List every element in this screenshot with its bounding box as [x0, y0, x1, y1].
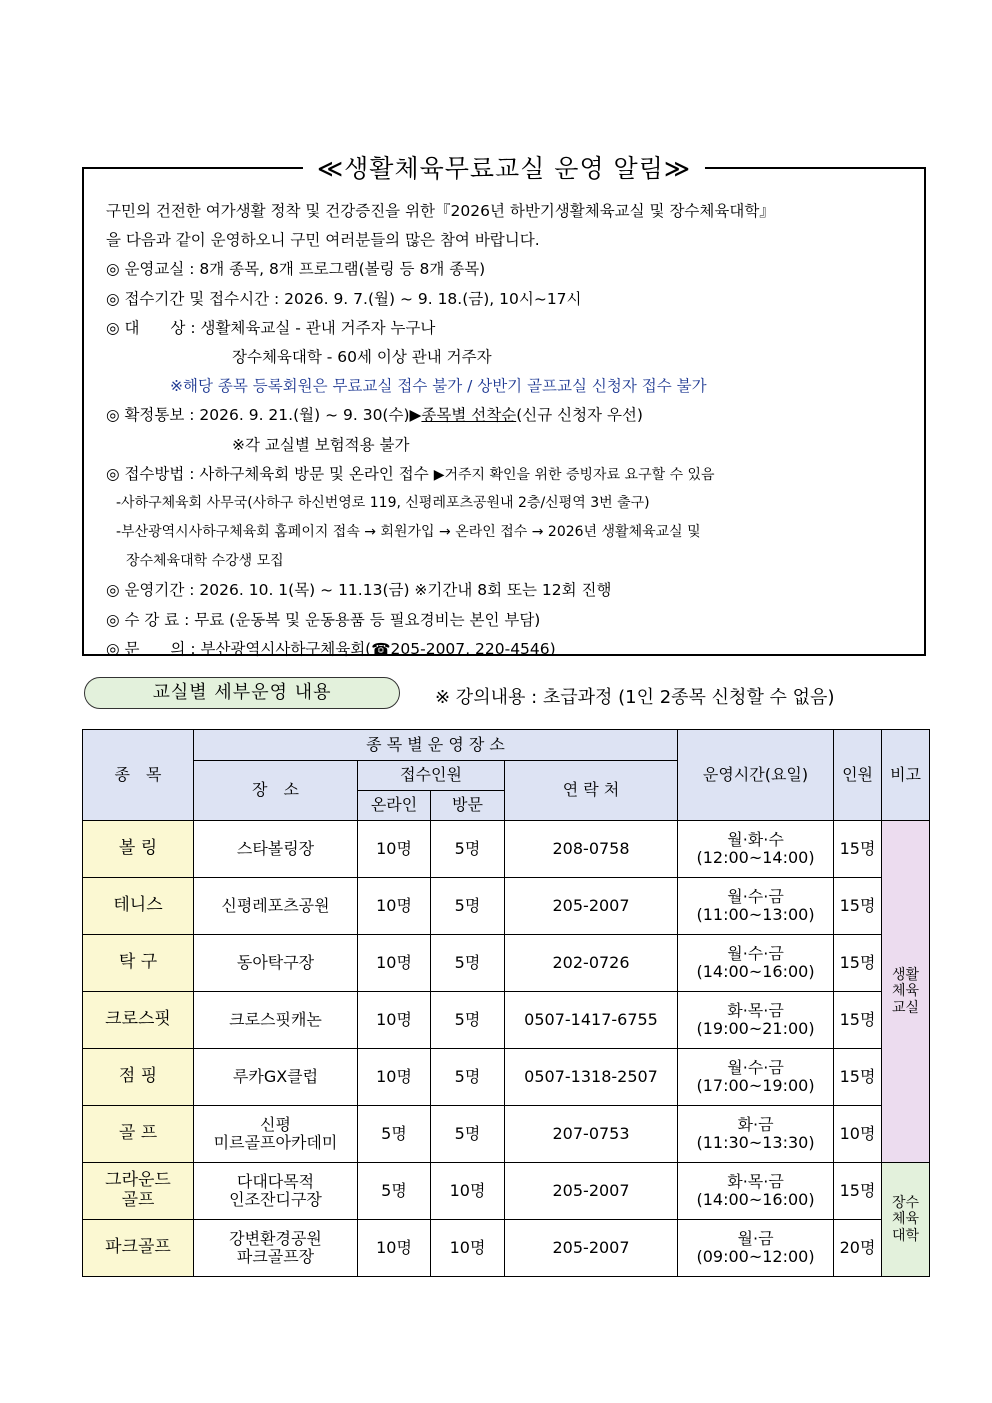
- sport-cell: 볼 링: [83, 821, 194, 878]
- header-people: 인원: [834, 730, 882, 821]
- table-row: [83, 1163, 930, 1220]
- period-line: ◎ 운영기간 : 2026. 10. 1(목) ~ 11.13(금) ※기간내 8회 또는 12회 진행: [106, 581, 612, 600]
- people-cell: 15명: [834, 1049, 882, 1106]
- days: 화·금: [737, 1114, 774, 1134]
- phone-cell: 202-0726: [505, 935, 678, 992]
- method-line: [106, 460, 914, 489]
- phone-cell: 205-2007: [505, 1220, 678, 1277]
- online-cell: 10명: [358, 1220, 431, 1277]
- visit-cell: 5명: [431, 992, 505, 1049]
- place-line: 미르골프아카데미: [213, 1133, 338, 1152]
- schedule-cell: [678, 1220, 834, 1277]
- notice-box: [82, 154, 926, 658]
- phone-cell: 208-0758: [505, 821, 678, 878]
- people-cell: 15명: [834, 992, 882, 1049]
- note-text: 체육: [892, 983, 920, 1000]
- place-cell: 동아탁구장: [194, 935, 358, 992]
- sport-cell: 골 프: [83, 1106, 194, 1163]
- schedule-table: [82, 729, 930, 1277]
- online-cell: 10명: [358, 1049, 431, 1106]
- section-label: 교실별 세부운영 내용: [84, 677, 400, 709]
- table-row: [83, 1106, 930, 1163]
- visit-cell: 5명: [431, 935, 505, 992]
- note-cell-senior-college: [882, 1163, 930, 1277]
- note-text: 대학: [892, 1227, 920, 1244]
- online-cell: 10명: [358, 878, 431, 935]
- header-place: 장 소: [194, 761, 358, 821]
- time: (12:00~14:00): [696, 848, 815, 867]
- header-capacity: 접수인원: [358, 761, 505, 791]
- time: (14:00~16:00): [696, 1190, 815, 1209]
- place-line: 신평: [260, 1114, 291, 1134]
- notice-body: [106, 197, 914, 664]
- visit-cell: 5명: [431, 878, 505, 935]
- place-cell: [194, 1106, 358, 1163]
- section-note: ※ 강의내용 : 초급과정 (1인 2종목 신청할 수 없음): [435, 687, 835, 708]
- online-cell: 10명: [358, 935, 431, 992]
- days: 화·목·금: [727, 1171, 784, 1191]
- days: 월·수·금: [727, 943, 784, 963]
- people-cell: 15명: [834, 1163, 882, 1220]
- place-line: 인조잔디구장: [229, 1190, 322, 1209]
- visit-cell: 10명: [431, 1163, 505, 1220]
- place-line: 강변환경공원: [229, 1228, 322, 1248]
- table-row: [83, 821, 930, 878]
- method-main: ◎ 접수방법 : 사하구체육회 방문 및 온라인 접수: [106, 464, 434, 483]
- days: 월·금: [737, 1228, 774, 1248]
- page-title: ≪생활체육무료교실 운영 알림≫: [303, 149, 705, 185]
- time: (17:00~19:00): [696, 1076, 815, 1095]
- sport-cell: [83, 1163, 194, 1220]
- place-cell: [194, 1163, 358, 1220]
- people-cell: 15명: [834, 935, 882, 992]
- visit-cell: 10명: [431, 1220, 505, 1277]
- place-cell: 크로스핏캐논: [194, 992, 358, 1049]
- method-line-3: 장수체육대학 수강생 모집: [126, 553, 284, 570]
- table-row: [83, 1220, 930, 1277]
- place-line: 파크골프장: [236, 1247, 315, 1266]
- schedule-cell: [678, 992, 834, 1049]
- schedule-cell: [678, 935, 834, 992]
- sport-cell: 크로스핏: [83, 992, 194, 1049]
- schedule-cell: [678, 1049, 834, 1106]
- place-cell: 스타볼링장: [194, 821, 358, 878]
- place-cell: 루카GX클럽: [194, 1049, 358, 1106]
- table-row: [83, 878, 930, 935]
- note-text: 교실: [892, 999, 920, 1016]
- header-online: 온라인: [358, 791, 431, 821]
- days: 월·화·수: [727, 829, 784, 849]
- place-cell: 신평레포츠공원: [194, 878, 358, 935]
- header-visit: 방문: [431, 791, 505, 821]
- place-cell: [194, 1220, 358, 1277]
- confirm-line: [106, 401, 914, 430]
- target-line-2: 장수체육대학 - 60세 이상 관내 거주자: [232, 347, 492, 366]
- header-sport: 종 목: [83, 730, 194, 821]
- intro-line-2: 을 다음과 같이 운영하오니 구민 여러분들의 많은 참여 바랍니다.: [106, 231, 540, 250]
- confirm-suffix: (신규 신청자 우선): [516, 406, 643, 425]
- schedule-cell: [678, 821, 834, 878]
- note-text: 장수: [892, 1195, 920, 1212]
- header-phone: 연 락 처: [505, 761, 678, 821]
- method-note: ▶거주지 확인을 위한 증빙자료 요구할 수 있음: [433, 466, 715, 483]
- confirm-text: ◎ 확정통보 : 2026. 9. 21.(월) ~ 9. 30(수)▶: [106, 406, 422, 425]
- confirm-underlined: 종목별 선착순: [421, 406, 517, 425]
- visit-cell: 5명: [431, 1106, 505, 1163]
- days: 화·목·금: [727, 1000, 784, 1020]
- intro-line-1: 구민의 건전한 여가생활 정착 및 건강증진을 위한『2026년 하반기생활체육교실 및 장수체육대학』: [106, 202, 775, 220]
- people-cell: 15명: [834, 878, 882, 935]
- method-line-1: -사하구체육회 사무국(사하구 하신번영로 119, 신평레포츠공원내 2층/신평역 3번 출구): [116, 494, 650, 511]
- table-row: [83, 935, 930, 992]
- people-cell: 20명: [834, 1220, 882, 1277]
- time: (19:00~21:00): [696, 1019, 815, 1038]
- schedule-cell: [678, 1163, 834, 1220]
- sport-line: 그라운드: [105, 1170, 171, 1191]
- table-row: [83, 992, 930, 1049]
- time: (11:00~13:00): [696, 905, 815, 924]
- schedule-cell: [678, 1106, 834, 1163]
- people-cell: 10명: [834, 1106, 882, 1163]
- phone-cell: 0507-1318-2507: [505, 1049, 678, 1106]
- warning-line: ※해당 종목 등록회원은 무료교실 접수 불가 / 상반기 골프교실 신청자 접수 불가: [170, 377, 707, 396]
- note-cell-living-sports: [882, 821, 930, 1163]
- visit-cell: 5명: [431, 1049, 505, 1106]
- contact-line: ◎ 문 의 : 부산광역시사하구체육회(☎205-2007, 220-4546): [106, 639, 556, 658]
- visit-cell: 5명: [431, 821, 505, 878]
- target-line-1: ◎ 대 상 : 생활체육교실 - 관내 거주자 누구나: [106, 318, 436, 337]
- phone-cell: 207-0753: [505, 1106, 678, 1163]
- phone-cell: 205-2007: [505, 878, 678, 935]
- phone-cell: 205-2007: [505, 1163, 678, 1220]
- header-venue-group: 종 목 별 운 영 장 소: [194, 730, 678, 761]
- fee-line: ◎ 수 강 료 : 무료 (운동복 및 운동용품 등 필요경비는 본인 부담): [106, 610, 541, 629]
- method-line-2: -부산광역시사하구체육회 홈페이지 접속 → 회원가입 → 온라인 접수 → 2026년 생활체육교실 및: [116, 524, 701, 541]
- note-text: 생활: [892, 967, 920, 984]
- sport-cell: 테니스: [83, 878, 194, 935]
- sport-cell: 파크골프: [83, 1220, 194, 1277]
- time: (09:00~12:00): [696, 1247, 815, 1266]
- table-row: [83, 1049, 930, 1106]
- insurance-line: ※각 교실별 보험적용 불가: [232, 435, 410, 454]
- time: (11:30~13:30): [696, 1133, 815, 1152]
- days: 월·수·금: [727, 886, 784, 906]
- sport-cell: 점 핑: [83, 1049, 194, 1106]
- classes-line: ◎ 운영교실 : 8개 종목, 8개 프로그램(볼링 등 8개 종목): [106, 260, 486, 279]
- sport-line: 골프: [121, 1190, 155, 1210]
- days: 월·수·금: [727, 1057, 784, 1077]
- online-cell: 10명: [358, 992, 431, 1049]
- phone-cell: 0507-1417-6755: [505, 992, 678, 1049]
- sport-cell: 탁 구: [83, 935, 194, 992]
- header-note: 비고: [882, 730, 930, 821]
- online-cell: 5명: [358, 1163, 431, 1220]
- online-cell: 10명: [358, 821, 431, 878]
- place-line: 다대다목적: [236, 1171, 315, 1191]
- reception-line: ◎ 접수기간 및 접수시간 : 2026. 9. 7.(월) ~ 9. 18.(금), 10시~17시: [106, 289, 582, 308]
- header-schedule: 운영시간(요일): [678, 730, 834, 821]
- note-text: 체육: [892, 1211, 920, 1228]
- time: (14:00~16:00): [696, 962, 815, 981]
- schedule-cell: [678, 878, 834, 935]
- people-cell: 15명: [834, 821, 882, 878]
- online-cell: 5명: [358, 1106, 431, 1163]
